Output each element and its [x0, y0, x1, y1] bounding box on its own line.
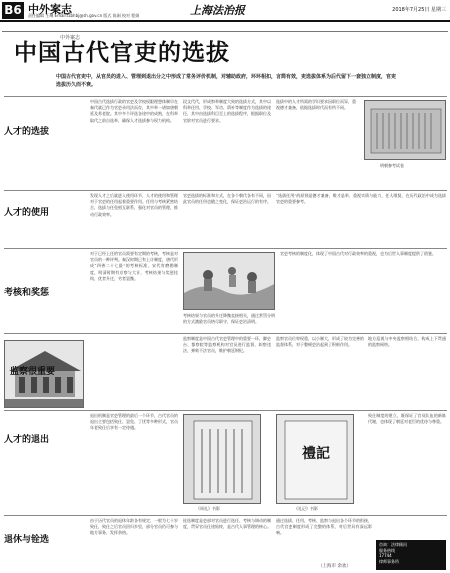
ad-line: 律师事务所	[379, 558, 399, 564]
article-column: 中国古代选拔行政的官吏及学校权限理想体制早在秦代就已作为官吏录用法而存，其中举一诸如唐朝延及养老院。其中多个评选各途中的成熟，在科举取代之前自选举，确保人才选拔参与权力机构。	[90, 99, 178, 123]
image-caption: 明朝参考试卷	[380, 163, 404, 168]
section-divider	[4, 333, 447, 334]
section-subtag-bar	[2, 24, 448, 41]
article-column: 监察制度是中国古代官吏管理中的重要一环，御史台、都察院等监察机构对官员进行监督，纠察违法，弹劾不法官员，维护朝廷纲纪。	[183, 336, 271, 354]
ad-line: 咨询：法律顾问	[379, 542, 407, 547]
newspaper-masthead: 上海法治报	[190, 4, 245, 17]
section-divider	[4, 190, 447, 191]
article-column: 官吏选拔的标准和方式，在各个朝代各有不同，因此官员的任用也随之变化，保证吏治运行的有序。	[183, 193, 271, 205]
section-label-retirement: 退休与铨选	[4, 535, 50, 545]
section-label-selection: 人才的选拔	[4, 127, 50, 137]
painting-image	[183, 252, 275, 310]
exam-paper-image	[364, 100, 446, 160]
article-column: 官吏考核的制度化，体现了中国古代对行政效率的重视，也为后世人事制度提供了借鉴。	[280, 251, 436, 256]
article-column: 对于已经上任的官员需要有定期的考核，考核是对官员的一种评判。秦汉时期已有上计制度，唐代形成“四善二十七最”的考核标准，宋代有磨勘制度，明清时期有京察与大计，考核结果与奖惩挂钩，优者升迁，劣者罢黜。	[90, 251, 178, 281]
section-label-appointment: 人才的使用	[4, 208, 50, 218]
article-headline: 中国古代官吏的选拔	[14, 40, 230, 66]
section-divider	[4, 515, 447, 516]
book-title-text: 禮記	[302, 446, 330, 462]
article-column: 铨选制度是吏部对官员进行选任、考核与调动的制度，贯穿官员仕途始终，是古代人事管理的核心。	[183, 518, 271, 530]
zhouli-book-image	[183, 414, 261, 504]
issue-date: 2018年7月25日 星期三	[392, 7, 446, 13]
article-column: 退出机制是官吏管理的最后一个环节，古代官员的退出主要包括致仕、罢免、丁忧等多种形式，官员年老致仕后享有一定待遇。	[90, 413, 178, 431]
section-divider	[4, 96, 447, 97]
article-column: 地方巡视与中央监察相结合，构成上下贯通的监察网络。	[368, 336, 446, 348]
section-divider	[4, 410, 447, 411]
article-column: 考核结果与官员的升迁降黜直接相关，通过赏罚分明的方式激励官员恪尽职守，保证吏治清明。	[183, 313, 275, 325]
staff-credits: 责任编辑 王琳 Email:fzbhbj@sh.gov.cn 版式 陈刚 校对 程娟	[28, 13, 140, 18]
article-column: 通过选拔、任用、考核、监察与退出各个环节的衔接，古代官吏制度形成了完整的体系，对后世具有深远影响。	[276, 518, 372, 536]
article-column: 监察官员位卑权重，以小制大，形成了较为完善的监督体系，对于整顿吏治起到了积极作用。	[276, 336, 364, 348]
article-byline: （上海市 余欢）	[318, 564, 351, 569]
page-number-badge: B6	[2, 2, 24, 19]
section-title: 中外案志	[28, 3, 72, 16]
section-divider	[4, 248, 447, 249]
article-lede: 中国古代官吏中，从官员的进入、管理到退出分之中形成了常务评价机制，对辅助政府，环环相扣，言简有效，吏选拔体系为后代留下一套独立制度，官吏选拔历久而不衰。	[56, 74, 397, 88]
image-caption: 《礼记》书影	[294, 506, 318, 511]
article-column: 发现人才之后就进入使用环节，人才的使用和管理对于官吏的任用起着重要作用。任用与考核紧密结合，选拔与任免相互联系，强化对官员的管理，推动行政效率。	[90, 193, 178, 217]
section-label-exit: 人才的退出	[4, 435, 50, 445]
article-column: 段文代代，形成察举制度大致的选拔方式，其中以科举任用、学校、军功、荫补等制度作为选拔的途径，其中由选拔科目至上的选拔程序，根据职位及官阶对官员进行要求。	[183, 99, 271, 123]
section-label-evaluation: 考核和奖惩	[4, 288, 50, 298]
liji-book-image	[276, 414, 354, 504]
article-column: 致仕制度的建立，既保证了官员队伍的新陈代谢，也体现了朝廷对老臣的优待与尊重。	[368, 413, 446, 425]
advertisement-box	[376, 540, 446, 570]
ad-line: 17744	[379, 553, 392, 558]
article-column: 选拔中的人才所需的学识要求因职位而异，重视德才兼备，依据选拔时代而有所不同。	[276, 99, 356, 111]
image-caption: 《周礼》书影	[196, 506, 220, 511]
article-column: “选拔任用”的原则是德才兼备，唯才是举，重视实绩与能力，任人唯贤，在历代政治中成为选拔官吏的重要参考。	[276, 193, 446, 205]
ad-line: 服务热线	[379, 547, 395, 553]
section-label-supervision: 监察很重要	[10, 367, 56, 377]
article-column: 由于历代官员的退休年龄各有规定，一般为七十岁致仕，致仕之后官员回归乡里，部分官员仍可参与地方事务，发挥余热。	[90, 518, 178, 536]
section-subtag: 中外案志	[60, 35, 81, 41]
page-header	[0, 0, 450, 22]
